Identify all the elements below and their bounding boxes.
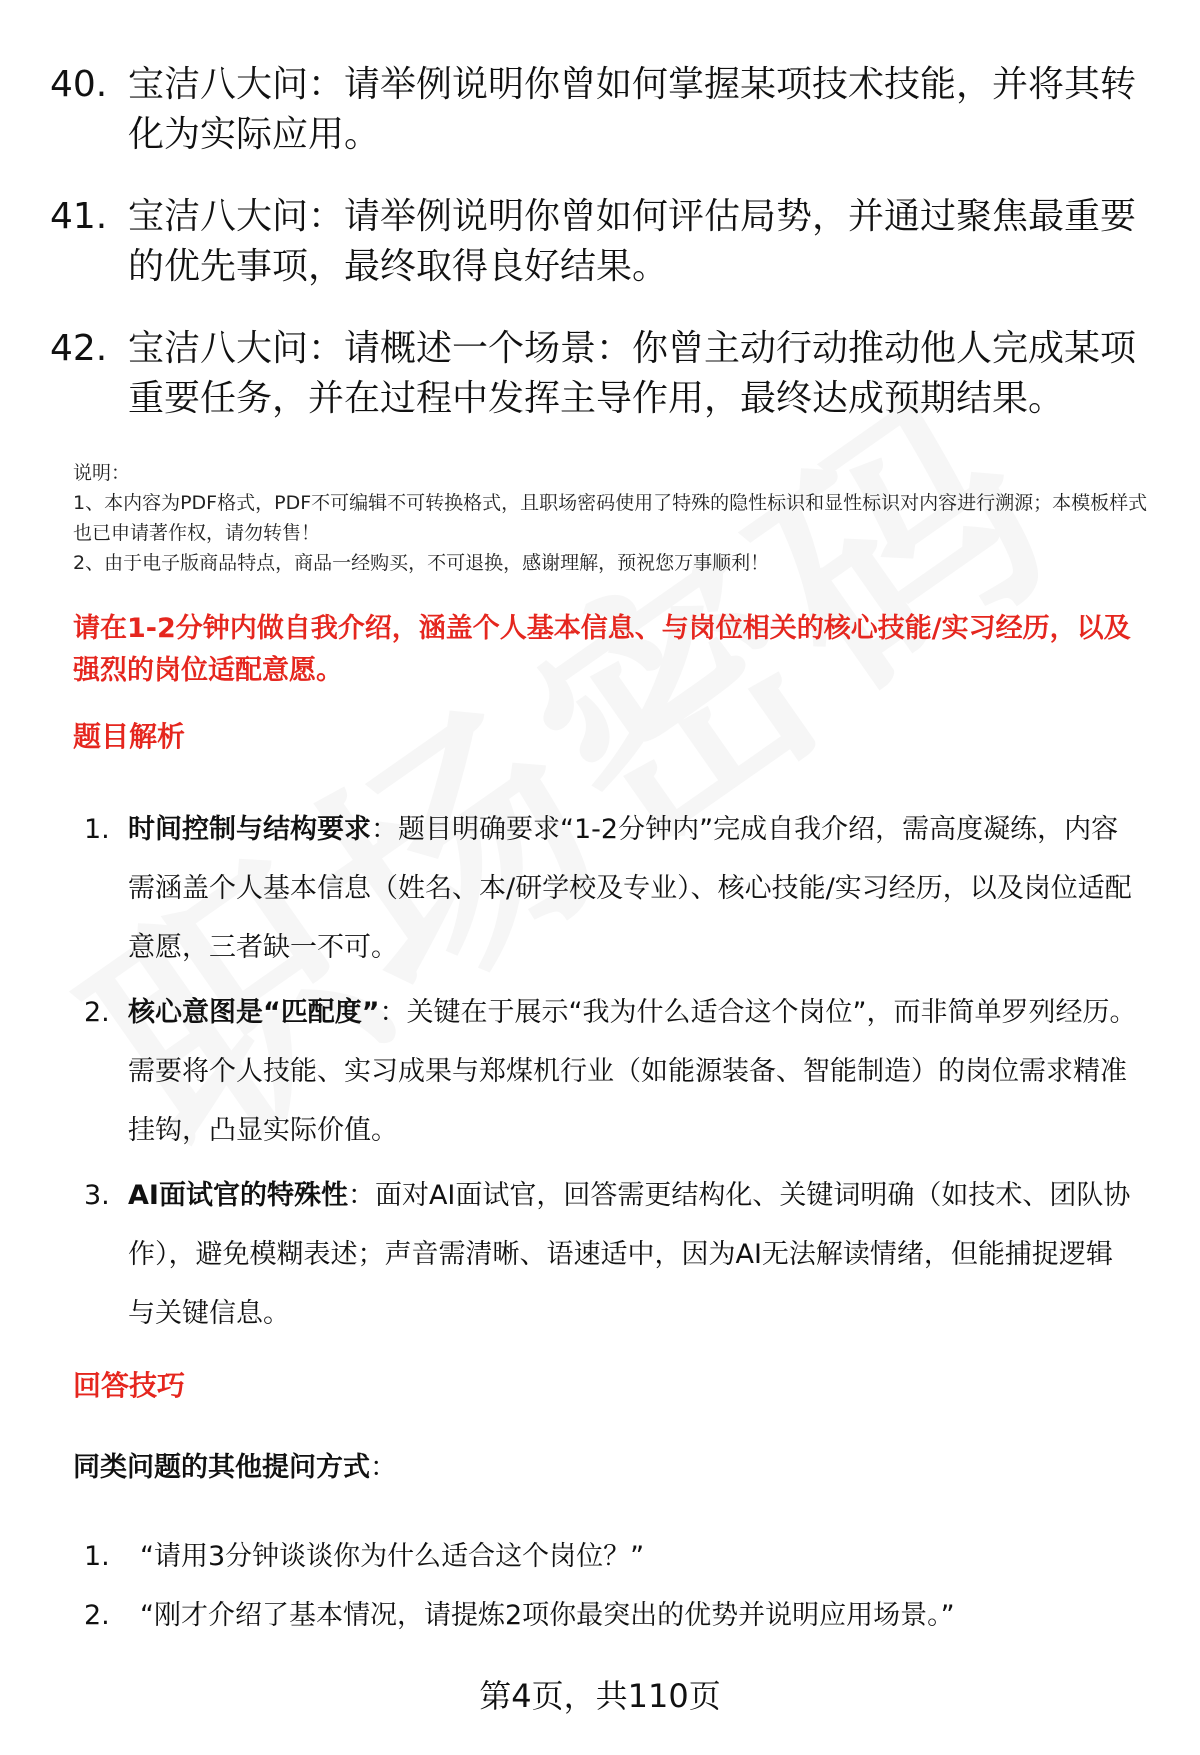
question-number: 42.	[50, 328, 108, 369]
notes-block	[73, 458, 1163, 578]
other-way-text: “请用3分钟谈谈你为什么适合这个岗位？”	[140, 1541, 645, 1572]
other-ways-list	[0, 1527, 1200, 1645]
question-text: 宝洁八大问：请举例说明你曾如何掌握某项技术技能，并将其转化为实际应用。	[128, 64, 1137, 155]
analysis-item	[0, 983, 1200, 1160]
question-text: 宝洁八大问：请概述一个场景：你曾主动行动推动他人完成某项重要任务，并在过程中发挥主导作用，最终达成预期结果。	[128, 328, 1137, 419]
other-ways-title-text: 同类问题的其他提问方式	[73, 1452, 370, 1483]
page-footer: 第4页，共110页	[479, 1677, 721, 1715]
analysis-text	[128, 983, 1138, 1160]
other-way-number: 1.	[84, 1541, 110, 1572]
question-item	[0, 192, 1200, 292]
analysis-body: ：关键在于展示“我为什么适合这个岗位”，而非简单罗列经历。需要将个人技能、实习成果与郑煤机行业（如能源装备、智能制造）的岗位需求精准挂钩，凸显实际价值。	[128, 997, 1137, 1146]
other-ways-colon: ：	[370, 1452, 397, 1483]
notes-line-1: 1、本内容为PDF格式，PDF不可编辑不可转换格式，且职场密码使用了特殊的隐性标识和显性标识对内容进行溯源；本模板样式也已申请著作权，请勿转售！	[73, 492, 1148, 544]
other-way-text: “刚才介绍了基本情况，请提炼2项你最突出的优势并说明应用场景。”	[140, 1600, 955, 1631]
analysis-body: ：题目明确要求“1-2分钟内”完成自我介绍，需高度凝练，内容需涵盖个人基本信息（姓名、本/研学校及专业）、核心技能/实习经历，以及岗位适配意愿，三者缺一不可。	[128, 814, 1132, 963]
other-way-number: 2.	[84, 1600, 110, 1631]
analysis-number: 1.	[84, 814, 110, 845]
analysis-text	[128, 800, 1138, 977]
question-item	[0, 324, 1200, 424]
lead-question: 请在1-2分钟内做自我介绍，涵盖个人基本信息、与岗位相关的核心技能/实习经历，以及强烈的岗位适配意愿。	[73, 613, 1131, 686]
question-number: 40.	[50, 64, 108, 105]
other-ways-title	[73, 1448, 397, 1488]
analysis-title: 题目解析	[73, 720, 186, 753]
question-list	[0, 60, 1200, 456]
question-text: 宝洁八大问：请举例说明你曾如何评估局势，并通过聚焦最重要的优先事项，最终取得良好结果。	[128, 196, 1137, 287]
analysis-number: 3.	[84, 1180, 110, 1211]
analysis-body: ：面对AI面试官，回答需更结构化、关键词明确（如技术、团队协作），避免模糊表述；声音需清晰、语速适中，因为AI无法解读情绪，但能捕捉逻辑与关键信息。	[128, 1180, 1131, 1329]
analysis-number: 2.	[84, 997, 110, 1028]
question-item	[0, 60, 1200, 160]
analysis-item	[0, 800, 1200, 977]
tips-title: 回答技巧	[73, 1369, 186, 1402]
analysis-bold: 时间控制与结构要求	[128, 814, 371, 845]
analysis-bold: AI面试官的特殊性	[128, 1180, 348, 1211]
analysis-bold: 核心意图是“匹配度”	[128, 997, 380, 1028]
notes-heading: 说明：	[73, 462, 131, 484]
notes-line-2: 2、由于电子版商品特点，商品一经购买，不可退换，感谢理解，预祝您万事顺利！	[73, 552, 770, 574]
other-way-item	[0, 1586, 1200, 1645]
analysis-item	[0, 1166, 1200, 1343]
other-way-item	[0, 1527, 1200, 1586]
question-number: 41.	[50, 196, 108, 237]
analysis-list	[0, 800, 1200, 1349]
analysis-text	[128, 1166, 1138, 1343]
